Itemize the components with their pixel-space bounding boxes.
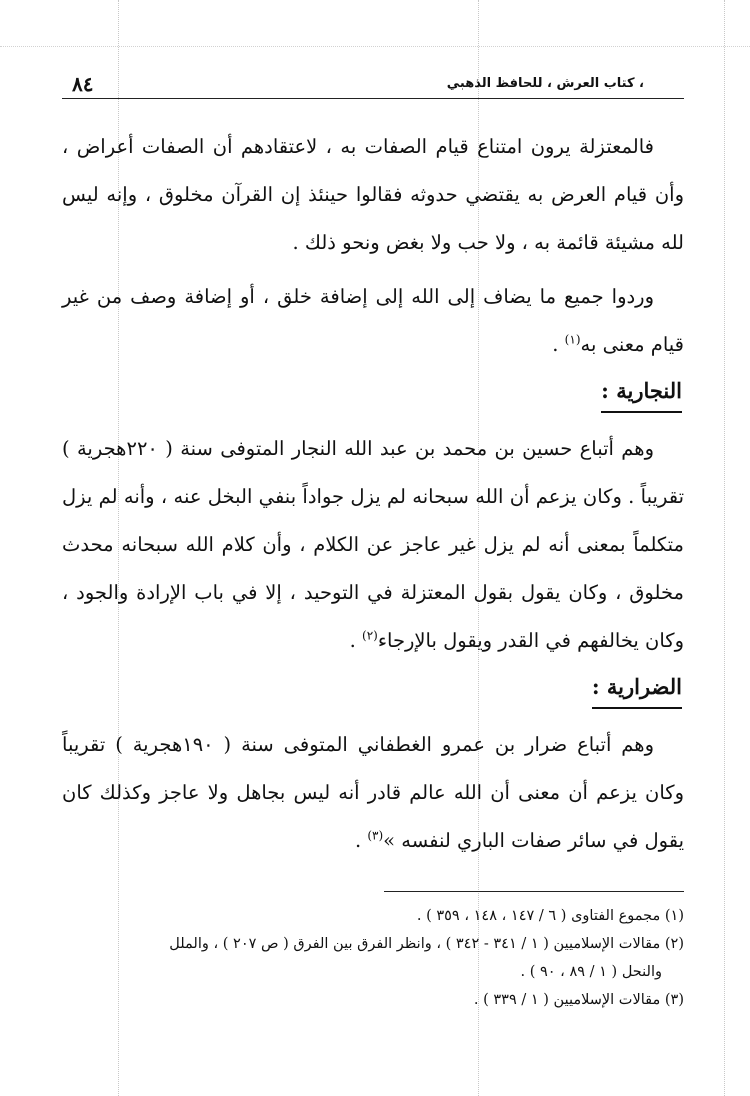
scan-guide-line <box>0 46 750 47</box>
footnote-separator <box>384 891 684 892</box>
paragraph-end: . <box>349 629 363 652</box>
paragraph-dirariyya <box>62 721 684 865</box>
heading-najjariyya: النجارية : <box>601 371 682 413</box>
paragraph-najjariyya <box>62 425 684 665</box>
paragraph-text: وهم أتباع ضرار بن عمرو الغطفاني المتوفى سنة ( ١٩٠هجرية ) تقريباً وكان يزعم أن معنى أن الله عالم قادر أنه ليس بجاهل ولا عاجز وكذلك كان يقول في سائر صفات الباري لنفسه » <box>62 733 684 852</box>
page-number: ٨٤ <box>72 72 94 96</box>
page-header <box>62 70 684 99</box>
section-heading-wrap <box>62 667 684 713</box>
footnote-3: (٣) مقالات الإسلاميين ( ١ / ٣٣٩ ) . <box>473 992 684 1008</box>
paragraph-text: وهم أتباع حسين بن محمد بن عبد الله النجار المتوفى سنة ( ٢٢٠هجرية ) تقريباً . وكان يزعم أن الله سبحانه لم يزل جواداً بنفي البخل عنه ، وأنه لم يزل متكلماً بمعنى أنه لم يزل غير عاجز عن الكلام ، وأن كلام الله سبحانه محدث مخلوق ، وكان يقول بقول المعتزلة في التوحيد ، إلا في باب الإرادة والجود ، وكان يخالفهم في القدر ويقول بالإرجاء <box>62 437 684 652</box>
footnote-2-continued: والنحل ( ١ / ٨٩ ، ٩٠ ) . <box>520 964 662 980</box>
paragraph-text: وردوا جميع ما يضاف إلى الله إلى إضافة خلق ، أو إضافة وصف من غير قيام معنى به <box>62 285 684 356</box>
footnote-ref-3: (٣) <box>367 828 384 843</box>
heading-dirariyya: الضرارية : <box>592 667 682 709</box>
scan-guide-line <box>724 0 725 1096</box>
paragraph-end: . <box>354 829 368 852</box>
footnote-2: (٢) مقالات الإسلاميين ( ١ / ٣٤١ - ٣٤٢ ) ، وانظر الفرق بين الفرق ( ص ٢٠٧ ) ، والملل <box>169 936 684 952</box>
footnote-1: (١) مجموع الفتاوى ( ٦ / ١٤٧ ، ١٤٨ ، ٣٥٩ ) . <box>416 908 684 924</box>
footnote-ref-2: (٢) <box>362 628 378 643</box>
section-heading-wrap <box>62 371 684 417</box>
running-title: ، كتاب العرش ، للحافظ الذهبي <box>446 76 644 91</box>
paragraph-end: . <box>552 333 565 356</box>
footnote-ref-1: (١) <box>564 332 581 347</box>
paragraph-mutazila: فالمعتزلة يرون امتناع قيام الصفات به ، لاعتقادهم أن الصفات أعراض ، وأن قيام العرض به يقتضي حدوثه فقالوا حينئذ إن القرآن مخلوق ، وإنه ليس لله مشيئة قائمة به ، ولا حب ولا بغض ونحو ذلك . <box>62 135 684 254</box>
paragraph-idafa <box>62 273 684 369</box>
document-page <box>62 70 684 1080</box>
